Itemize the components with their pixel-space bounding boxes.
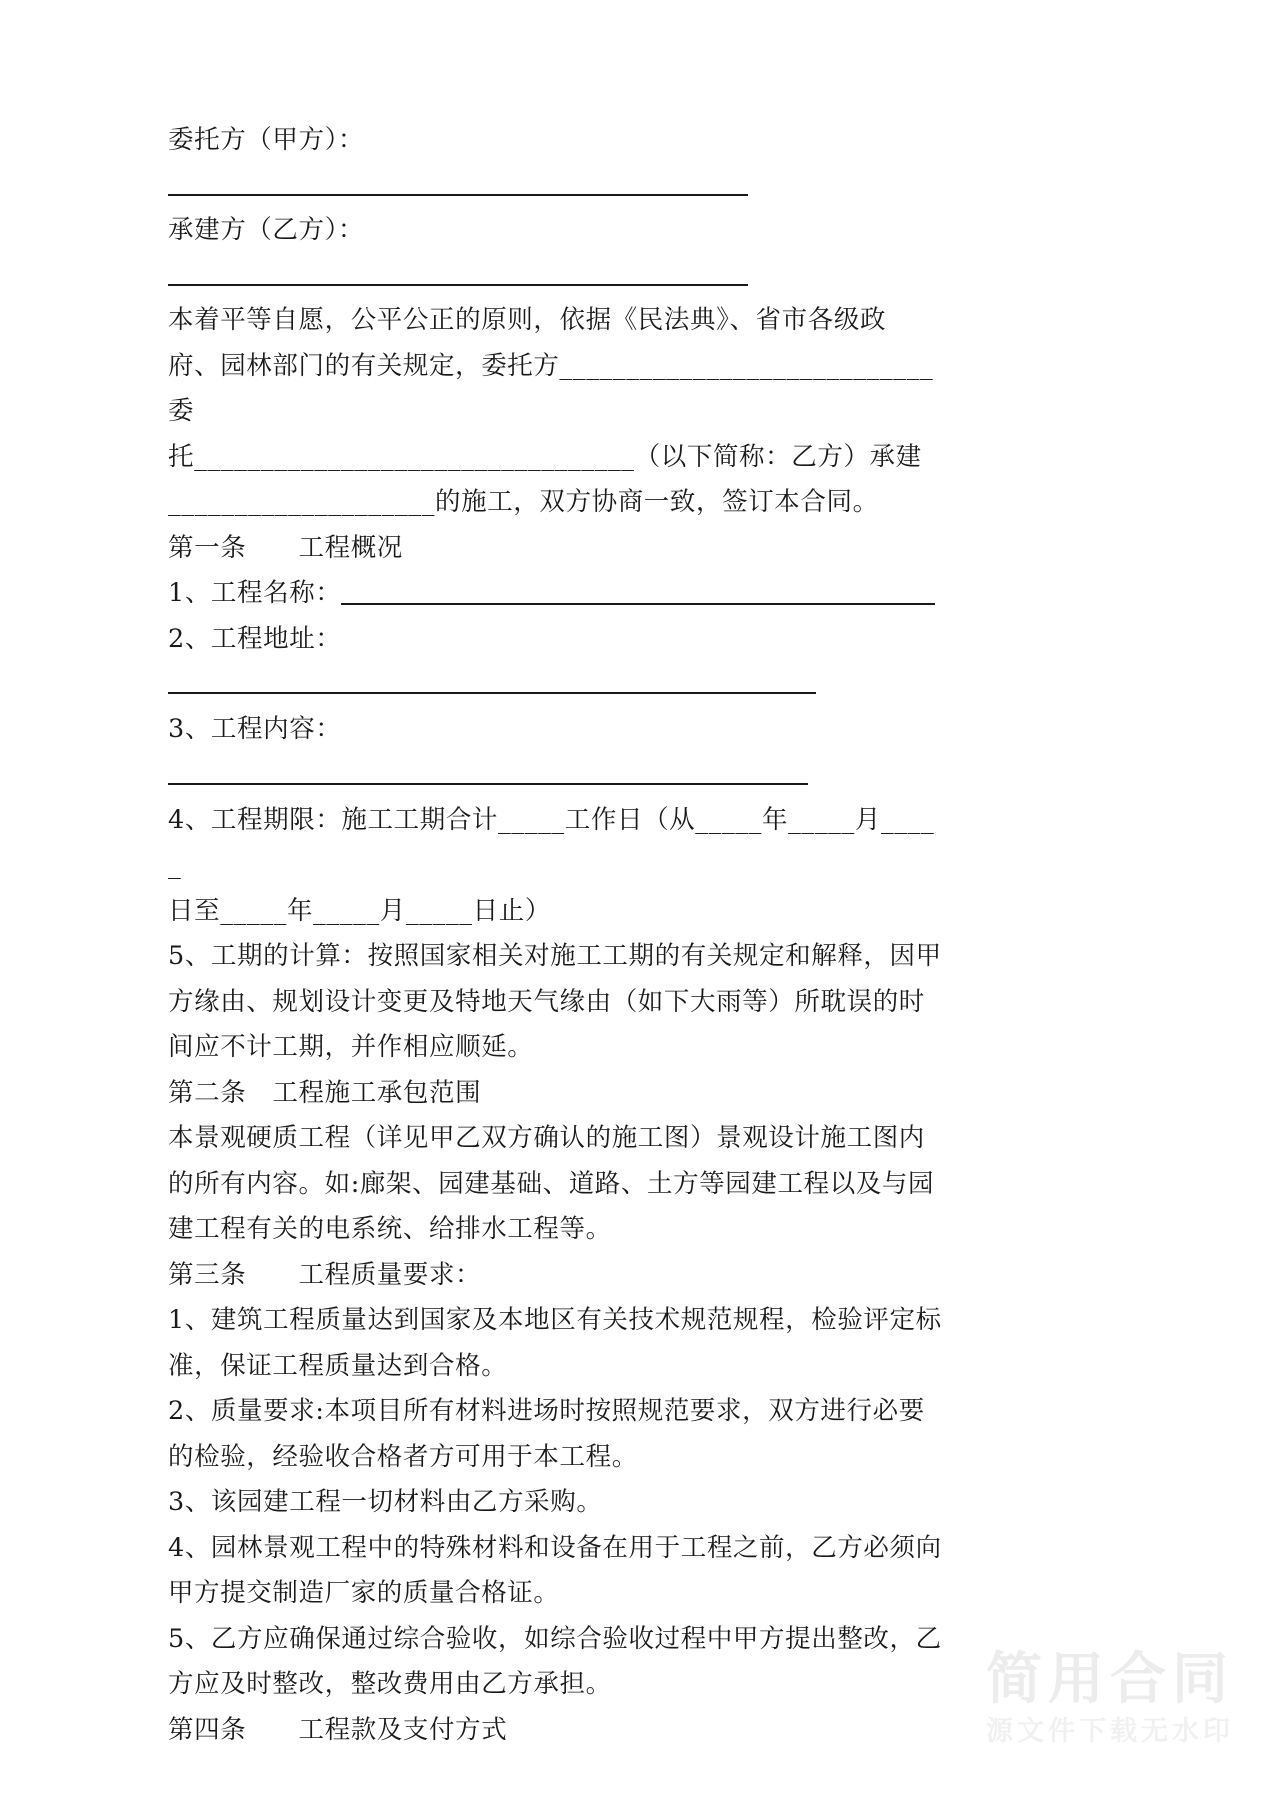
article-3-item-2-line-1: 2、质量要求:本项目所有材料进场时按照规范要求，双方进行必要	[168, 1396, 925, 1426]
item-project-name-label: 1、工程名称：	[168, 578, 342, 608]
document-body	[168, 118, 944, 1753]
article-3-item-3: 3、该园建工程一切材料由乙方采购。	[168, 1487, 603, 1517]
project-address-blank	[168, 662, 944, 707]
article-1-item-4-line-1: 4、工程期限：施工工期合计_____工作日（从_____年_____月_____	[168, 804, 935, 880]
article-3-item-4-line-1: 4、园林景观工程中的特殊材料和设备在用于工程之前，乙方必须向	[168, 1532, 942, 1563]
article-1-heading: 第一条 工程概况	[168, 532, 403, 563]
article-2-heading: 第二条 工程施工承包范围	[168, 1077, 482, 1108]
watermark-main-text: 简用合同	[986, 1647, 1234, 1712]
article-3-item-5-line-2: 方应及时整改，整改费用由乙方承担。	[168, 1669, 612, 1699]
article-3-item-5-line-1: 5、乙方应确保通过综合验收，如综合验收过程中甲方提出整改，乙	[168, 1623, 942, 1654]
contractor-party-label: 承建方（乙方）：	[168, 215, 365, 245]
preamble-line-4: ____________________的施工，双方协商一致，签订本合同。	[168, 487, 879, 517]
article-3-item-2-line-2: 的检验，经验收合格者方可用于本工程。	[168, 1441, 638, 1472]
article-3-item-4-line-2: 甲方提交制造厂家的质量合格证。	[168, 1578, 560, 1608]
project-content-blank	[168, 753, 944, 798]
contractor-signature-rule	[168, 253, 944, 298]
preamble-line-3: 托_________________________________（以下简称：乙方）承建	[168, 441, 922, 472]
article-3-item-1-line-2: 准，保证工程质量达到合格。	[168, 1350, 508, 1381]
client-party-label: 委托方（甲方）：	[168, 125, 365, 155]
article-1-item-5-line-3: 间应不计工期，并作相应顺延。	[168, 1032, 534, 1062]
article-2-body-line-2: 的所有内容。如:廊架、园建基础、道路、土方等园建工程以及与园	[168, 1168, 935, 1199]
article-4-heading: 第四条 工程款及支付方式	[168, 1714, 508, 1745]
article-1-item-5-line-1: 5、工期的计算：按照国家相关对施工工期的有关规定和解释，因甲	[168, 941, 942, 971]
article-1-item-3: 3、工程内容：	[168, 714, 342, 744]
article-2-body-line-1: 本景观硬质工程（详见甲乙双方确认的施工图）景观设计施工图内	[168, 1123, 925, 1153]
article-2-body-line-3: 建工程有关的电系统、给排水工程等。	[168, 1214, 612, 1244]
client-signature-rule	[168, 163, 944, 208]
article-1-item-4-line-2: 日至_____年_____月_____日止）	[168, 895, 551, 926]
watermark-sub-text: 源文件下载无水印	[986, 1716, 1234, 1747]
article-3-heading: 第三条 工程质量要求：	[168, 1259, 482, 1290]
preamble-line-1: 本着平等自愿，公平公正的原则，依据《民法典》、省市各级政	[168, 305, 887, 335]
preamble-line-2: 府、园林部门的有关规定，委托方____________________________委	[168, 350, 934, 426]
article-3-item-1-line-1: 1、建筑工程质量达到国家及本地区有关技术规范规程，检验评定标	[168, 1305, 942, 1335]
article-1-item-2: 2、工程地址：	[168, 623, 342, 654]
article-1-item-1	[168, 571, 944, 617]
article-1-item-5-line-2: 方缘由、规划设计变更及特地天气缘由（如下大雨等）所耽误的时	[168, 986, 925, 1017]
watermark	[986, 1648, 1234, 1752]
